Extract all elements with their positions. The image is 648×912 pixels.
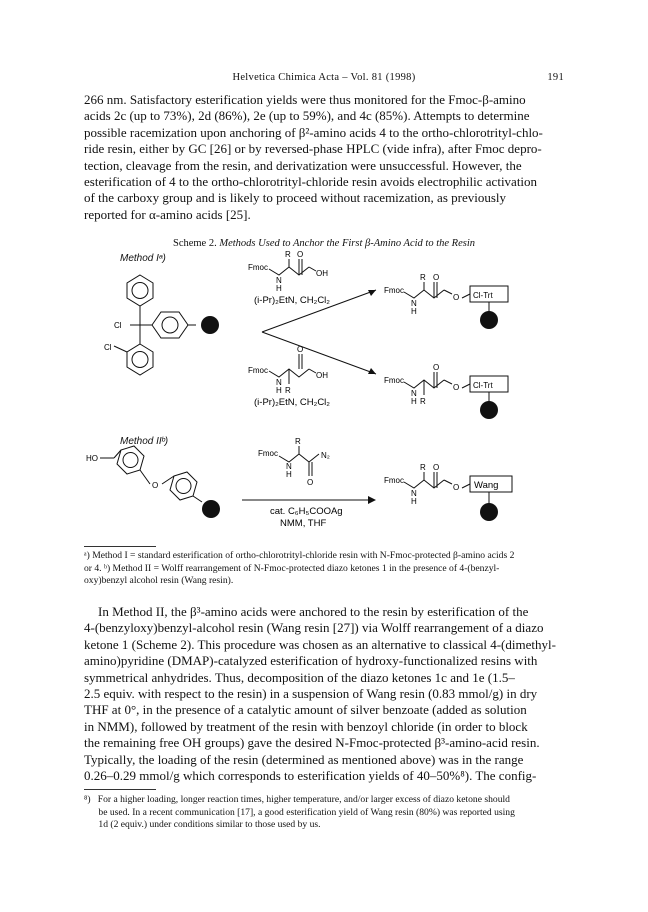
resin-bead bbox=[480, 311, 498, 329]
o-label: O bbox=[453, 483, 460, 492]
h-label: H bbox=[411, 397, 417, 406]
cl-trt-label: Cl-Trt bbox=[473, 381, 493, 390]
o-label: O bbox=[297, 250, 304, 259]
text-line: the remaining free OH groups) gave the desired N-Fmoc-protected β³-amino-acid resin. bbox=[84, 735, 540, 751]
n-label: N bbox=[276, 378, 282, 387]
conditions-label: (i-Pr)₂EtN, CH₂Cl₂ bbox=[254, 295, 330, 306]
text-line: Typically, the loading of the resin (determined as mentioned above) was in the range bbox=[84, 751, 524, 767]
footnote-line: ᵃ) Method I = standard esterification of ortho-chlorotrityl-chloride resin with N-Fmoc-protected β-amino acids 2 bbox=[84, 550, 515, 561]
h-label: H bbox=[286, 470, 292, 479]
resin-bead bbox=[480, 401, 498, 419]
text-line: possible racemization upon anchoring of β²-amino acids 4 to the ortho-chlorotrityl-chlo- bbox=[84, 124, 543, 140]
paragraph-2 bbox=[84, 604, 564, 784]
footnote-rule bbox=[84, 789, 156, 790]
n2-label: N₂ bbox=[321, 451, 330, 460]
benzene-ring bbox=[170, 472, 197, 500]
text-line: amino)pyridine (DMAP)-catalyzed esterification of hydroxy-functionalized resins with bbox=[84, 653, 538, 669]
text-line: 0.26–0.29 mmol/g which corresponds to esterification yields of 40–50%⁸). The config- bbox=[84, 768, 537, 784]
resin-bead bbox=[202, 500, 220, 518]
fmoc-label: Fmoc bbox=[258, 449, 278, 458]
text-line: acids 2c (up to 73%), 2d (86%), 2e (up to 59%), and 4c (85%). Attempts to determine bbox=[84, 108, 530, 124]
method-1-label: Method Iᵃ) bbox=[120, 253, 166, 264]
h-label: H bbox=[411, 307, 417, 316]
benzene-ring bbox=[117, 446, 144, 474]
h-label: H bbox=[276, 386, 282, 395]
oh-label: OH bbox=[316, 269, 328, 278]
n-label: N bbox=[411, 489, 417, 498]
method-2-label: Method IIᵇ) bbox=[120, 436, 169, 447]
ho-label: HO bbox=[86, 454, 98, 463]
o-label: O bbox=[433, 463, 440, 472]
footnote-line: 1d (2 equiv.) under conditions similar to those used by us. bbox=[84, 819, 321, 831]
cl-label: Cl bbox=[114, 321, 122, 330]
n-label: N bbox=[411, 299, 417, 308]
text-line: 4-(benzyloxy)benzyl-alcohol resin (Wang resin [27]) via Wolff rearrangement of a diazo bbox=[84, 620, 544, 636]
footnote-line: oxy)benzyl alcohol resin (Wang resin). bbox=[84, 575, 234, 587]
h-label: H bbox=[411, 497, 417, 506]
text-line: 266 nm. Satisfactory esterification yields were thus monitored for the Fmoc-β-amino bbox=[84, 92, 526, 107]
page-number: 191 bbox=[547, 72, 564, 83]
n-label: N bbox=[411, 389, 417, 398]
paragraph-1 bbox=[84, 92, 564, 223]
wang-label: Wang bbox=[474, 480, 499, 491]
fmoc-label: Fmoc bbox=[384, 376, 404, 385]
fmoc-label: Fmoc bbox=[248, 263, 268, 272]
scheme-label: Scheme 2. bbox=[172, 238, 217, 249]
o-label: O bbox=[152, 481, 159, 490]
text-line: esterification of 4 to the ortho-chlorotrityl-chloride resin avoids electrophilic activation bbox=[84, 174, 538, 190]
r-label: R bbox=[295, 437, 301, 446]
solvent-label: NMM, THF bbox=[280, 518, 327, 529]
n-label: N bbox=[276, 276, 282, 285]
benzene-ring bbox=[127, 344, 153, 375]
footnote-line: be used. In a recent communication [17], a good esterification yield of Wang resin (80%) was reported using bbox=[84, 806, 515, 818]
text-line: in NMM), followed by treatment of the resin with benzoyl chloride (in order to block bbox=[84, 718, 528, 734]
scheme-title: Methods Used to Anchor the First β-Amino Acid to the Resin bbox=[219, 238, 475, 249]
text-line: reported for α-amino acids [25]. bbox=[84, 206, 251, 222]
o-label: O bbox=[453, 293, 460, 302]
fmoc-label: Fmoc bbox=[248, 366, 268, 375]
n-label: N bbox=[286, 462, 292, 471]
scheme-footnote bbox=[84, 550, 564, 588]
catalyst-label: cat. C₆H₅COOAg bbox=[270, 506, 343, 517]
footnote-line: or 4. ᵇ) Method II = Wolff rearrangement of N-Fmoc-protected diazo ketones 1 in the presence of 4-(benzyl- bbox=[84, 562, 500, 574]
conditions-label: (i-Pr)₂EtN, CH₂Cl₂ bbox=[254, 397, 330, 408]
fmoc-label: Fmoc bbox=[384, 476, 404, 485]
o-label: O bbox=[307, 478, 314, 487]
r-label: R bbox=[420, 463, 426, 472]
text-line: ketone 1 (Scheme 2). This procedure was chosen as an alternative to classical 4-(dimethyl- bbox=[84, 636, 556, 652]
footnote-line: ⁸) For a higher loading, longer reaction times, higher temperature, and/or larger excess of diazo ketone should bbox=[84, 794, 510, 805]
o-label: O bbox=[453, 383, 460, 392]
o-label: O bbox=[433, 363, 440, 372]
fmoc-label: Fmoc bbox=[384, 286, 404, 295]
r-label: R bbox=[420, 397, 426, 406]
text-line: ride resin, either by GC [26] or by reversed-phase HPLC (vide infra), after Fmoc depro- bbox=[84, 141, 542, 157]
r-label: R bbox=[285, 386, 291, 395]
footnote-rule bbox=[84, 546, 156, 547]
benzene-ring bbox=[127, 275, 153, 306]
reaction-scheme bbox=[84, 250, 564, 540]
benzene-ring bbox=[152, 312, 188, 338]
text-line: tection, cleavage from the resin, and derivatization were unsuccessful. However, the bbox=[84, 157, 522, 173]
cl-label: Cl bbox=[104, 343, 112, 352]
journal-title: Helvetica Chimica Acta – Vol. 81 (1998) bbox=[232, 72, 416, 83]
r-label: R bbox=[420, 273, 426, 282]
scheme-caption bbox=[84, 238, 564, 249]
cl-trt-label: Cl-Trt bbox=[473, 291, 493, 300]
text-line: In Method II, the β³-amino acids were anchored to the resin by esterification of the bbox=[98, 604, 529, 619]
oh-label: OH bbox=[316, 371, 328, 380]
h-label: H bbox=[276, 284, 282, 293]
text-line: 2.5 equiv. with respect to the resin) in a suspension of Wang resin (0.83 mmol/g) in dry bbox=[84, 686, 538, 702]
page-footnote bbox=[84, 794, 564, 832]
r-label: R bbox=[285, 250, 291, 259]
o-label: O bbox=[297, 345, 304, 354]
text-line: symmetrical anhydrides. Thus, decomposition of the diazo ketones 1c and 1e (1.5– bbox=[84, 669, 515, 685]
resin-bead bbox=[201, 316, 219, 334]
text-line: THF at 0°, in the presence of a catalytic amount of silver benzoate (added as solution bbox=[84, 702, 527, 718]
resin-bead bbox=[480, 503, 498, 521]
o-label: O bbox=[433, 273, 440, 282]
text-line: of the carboxy group and is likely to proceed without racemization, as previously bbox=[84, 190, 507, 206]
